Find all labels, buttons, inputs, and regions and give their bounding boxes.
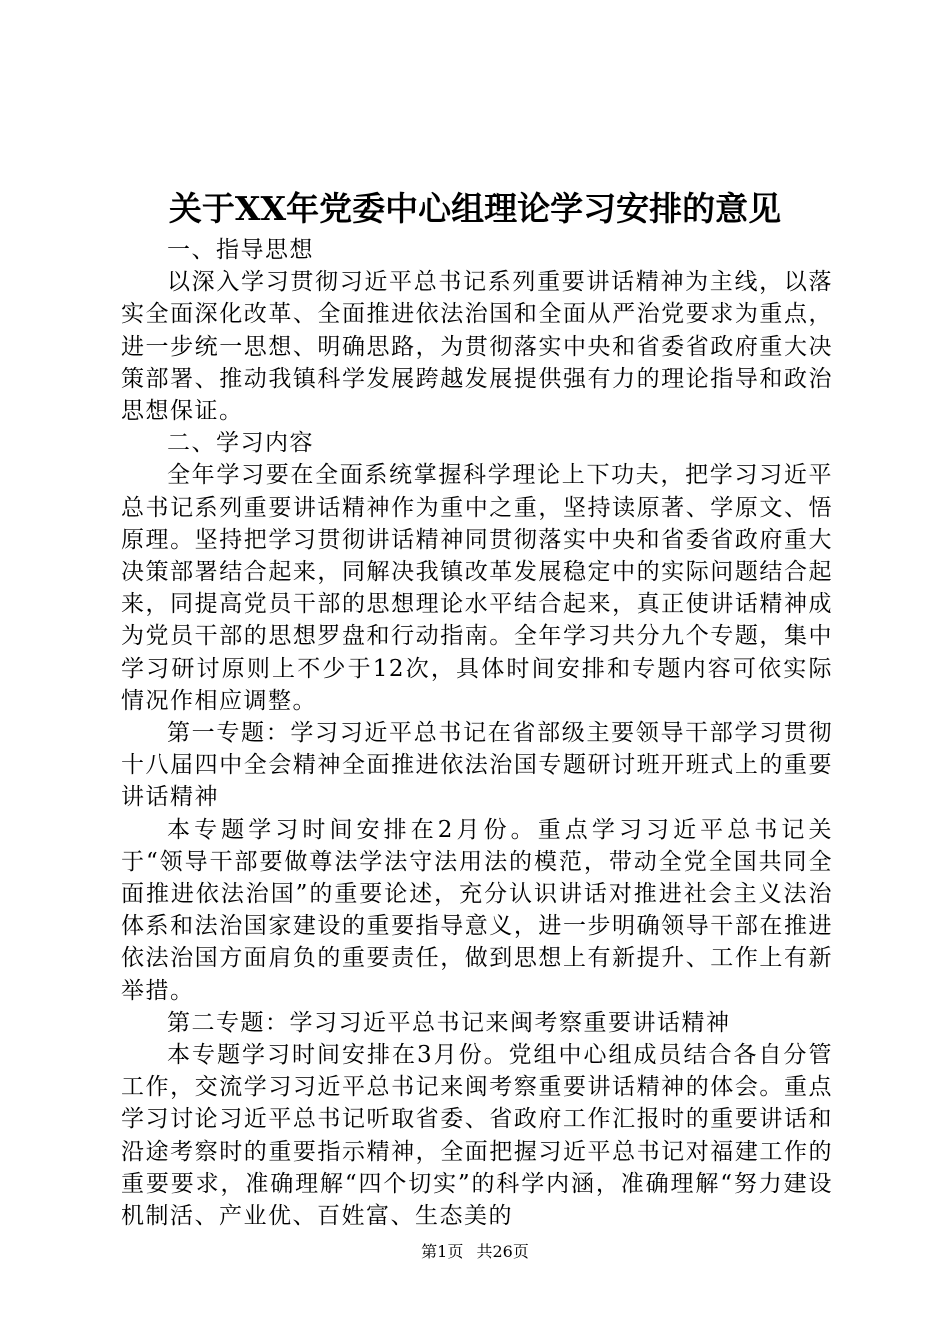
body-paragraph: 本专题学习时间安排在2月份。重点学习习近平总书记关于“领导干部要做尊法学法守法用法的模范，带动全党全国共同全面推进依法治国”的重要论述，充分认识讲话对推进社会主义法治体系和法治国家建设的重要指导意义，进一步明确领导干部在推进依法治国方面肩负的重要责任，做到思想上有新提升、工作上有新举措。 [121,816,833,1004]
document-body [121,234,833,1232]
body-paragraph: 全年学习要在全面系统掌握科学理论上下功夫，把学习习近平总书记系列重要讲话精神作为重中之重，坚持读原著、学原文、悟原理。坚持把学习贯彻讲话精神同贯彻落实中央和省委省政府重大决策部署结合起来，同解决我镇改革发展稳定中的实际问题结合起来，同提高党员干部的思想理论水平结合起来，真正使讲话精神成为党员干部的思想罗盘和行动指南。全年学习共分九个专题，集中学习研讨原则上不少于12次，具体时间安排和专题内容可依实际情况作相应调整。 [121,462,833,714]
document-title: 关于XX年党委中心组理论学习安排的意见 [168,189,782,228]
page-footer [0,1240,950,1264]
body-paragraph: 以深入学习贯彻习近平总书记系列重要讲话精神为主线，以落实全面深化改革、全面推进依法治国和全面从严治党要求为重点，进一步统一思想、明确思路，为贯彻落实中央和省委省政府重大决策部署、推动我镇科学发展跨越发展提供强有力的理论指导和政治思想保证。 [121,269,833,425]
section-heading-guiding-ideology: 一、指导思想 [167,237,314,263]
page-total: 共26页 [476,1242,529,1261]
topic-heading-first: 第一专题：学习习近平总书记在省部级主要领导干部学习贯彻十八届四中全会精神全面推进依法治国专题研讨班开班式上的重要讲话精神 [121,720,833,811]
section-heading-study-content: 二、学习内容 [167,430,314,457]
page-number: 第1页 [421,1242,464,1261]
topic-heading-second: 第二专题：学习习近平总书记来闽考察重要讲话精神 [167,1009,731,1036]
body-paragraph: 本专题学习时间安排在3月份。党组中心组成员结合各自分管工作，交流学习习近平总书记来闽考察重要讲话精神的体会。重点学习讨论习近平总书记听取省委、省政府工作汇报时的重要讲话和沿途考察时的重要指示精神，全面把握习近平总书记对福建工作的重要要求，准确理解“四个切实”的科学内涵，准确理解“努力建设机制活、产业优、百姓富、生态美的 [121,1042,833,1230]
